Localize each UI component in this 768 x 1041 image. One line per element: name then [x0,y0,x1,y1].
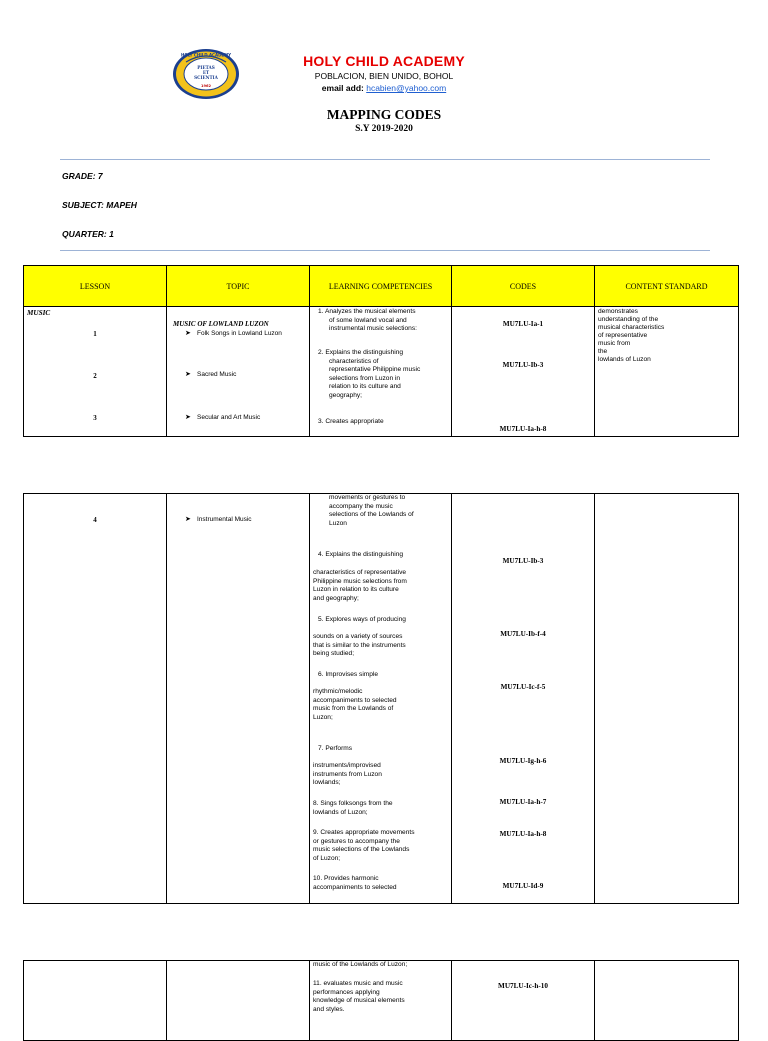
competency-continued: music of the Lowlands of Luzon; [313,961,408,968]
competency-6-detail: rhythmic/melodic accompaniments to selected music from the Lowlands of Luzon; [313,688,397,721]
code-value: MU7LU-Ib-f-4 [500,630,546,638]
competency-continued: movements or gestures to accompany the music selections of the Lowlands of Luzon [329,494,414,527]
document-title: MAPPING CODES [326,107,442,122]
arrow-bullet-icon: ➤ [185,330,191,337]
code-value: MU7LU-Id-9 [502,882,544,890]
code-value: MU7LU-Ia-1 [502,320,544,328]
lesson-number: 3 [93,414,97,422]
competency-4: 4. Explains the distinguishing [318,551,404,558]
code-value: MU7LU-Ic-f-5 [500,683,546,691]
header-content-standard: CONTENT STANDARD [595,266,739,307]
logo-year: 1962 [200,84,212,88]
divider-bottom [60,250,710,251]
header-competencies: LEARNING COMPETENCIES [310,266,452,307]
competency-7: 7. Performs [318,745,353,752]
competency-11: 11. evaluates music and music performances applying knowledge of musical elements and styles. [313,980,405,1013]
lesson-number: 2 [93,372,97,380]
content-standard-cell [595,494,739,904]
mapping-table-1 [23,265,739,437]
logo-motto-1: PIETAS [197,65,215,70]
logo-motto-2: ET [202,70,210,75]
school-logo [172,48,240,100]
competency-9: 9. Creates appropriate movements or gestures to accompany the music selections of the Lowlands of Luzon; [313,829,415,862]
quarter-label: QUARTER: 1 [62,229,114,239]
competencies-cell [310,961,452,1041]
competency-6: 6. Improvises simple [318,671,379,678]
codes-cell [452,961,595,1041]
codes-cell [452,307,595,437]
topic-cell [167,494,310,904]
header-lesson: LESSON [24,266,167,307]
lesson-cell [24,307,167,437]
lesson-cell [24,961,167,1041]
competencies-cell [310,494,452,904]
topic-cell [167,961,310,1041]
competency-5: 5. Explores ways of producing [318,616,406,623]
topic-label: Instrumental Music [197,516,252,523]
code-value: MU7LU-Ib-3 [502,361,544,369]
logo-motto-3: SCIENTIA [194,75,218,80]
topic-label: Secular and Art Music [197,414,261,421]
competency-8: 8. Sings folksongs from the lowlands of Luzon; [313,800,393,816]
mapping-table-3 [23,960,739,1041]
competency-5-detail: sounds on a variety of sources that is similar to the instruments being studied; [313,633,406,658]
subject-music-label: MUSIC [27,309,51,317]
school-address: POBLACION, BIEN UNIDO, BOHOL [314,71,454,81]
subject-label: SUBJECT: MAPEH [62,200,137,210]
arrow-bullet-icon: ➤ [185,516,191,523]
codes-cell [452,494,595,904]
topic-item [185,329,282,337]
lesson-number: 4 [93,516,97,524]
topic-label: Folk Songs in Lowland Luzon [197,330,282,337]
topic-item [185,515,252,523]
logo-ring-text: HOLY CHILD ACADEMY [180,52,232,58]
competency-3: 3. Creates appropriate [318,418,384,425]
competency-7-detail: instruments/improvised instruments from Luzon lowlands; [313,762,382,787]
code-value: MU7LU-Ia-h-8 [499,830,547,838]
arrow-bullet-icon: ➤ [185,414,191,421]
code-value: MU7LU-Ib-3 [502,557,544,565]
competency-2: 2. Explains the distinguishing characteristics of representative Philippine music selections from Luzon in relation to its culture and geography; [318,349,421,399]
competency-4-detail: characteristics of representative Philippine music selections from Luzon in relation to its culture and geography; [313,569,407,602]
competency-1: 1. Analyzes the musical elements of some lowland vocal and instrumental music selections: [318,308,417,333]
topic-cell [167,307,310,437]
code-value: MU7LU-Ic-h-10 [498,982,548,990]
school-name: HOLY CHILD ACADEMY [303,53,465,69]
header-codes: CODES [452,266,595,307]
content-standard-cell [595,307,739,437]
content-standard-cell [595,961,739,1041]
lesson-cell [24,494,167,904]
topic-item [185,370,236,378]
lesson-number: 1 [93,330,97,338]
header-topic: TOPIC [167,266,310,307]
content-standard-text: demonstrates understanding of the musical characteristics of representative music from the lowlands of Luzon [598,308,665,363]
competencies-cell [310,307,452,437]
email-label: email add: [321,83,364,93]
email-link[interactable]: hcabien@yahoo.com [366,83,447,93]
code-value: MU7LU-Ig-h-6 [499,757,547,765]
topic-item [185,413,260,421]
school-email-line [250,83,518,93]
code-value: MU7LU-Ia-h-8 [499,425,547,433]
grade-label: GRADE: 7 [62,171,103,181]
arrow-bullet-icon: ➤ [185,371,191,378]
competency-10: 10. Provides harmonic accompaniments to selected [313,875,397,891]
code-value: MU7LU-Ia-h-7 [499,798,547,806]
school-year: S.Y 2019-2020 [355,124,413,134]
topic-label: Sacred Music [197,371,237,378]
divider-top [60,159,710,160]
topic-title: MUSIC OF LOWLAND LUZON [173,320,269,328]
mapping-table-2 [23,493,739,904]
